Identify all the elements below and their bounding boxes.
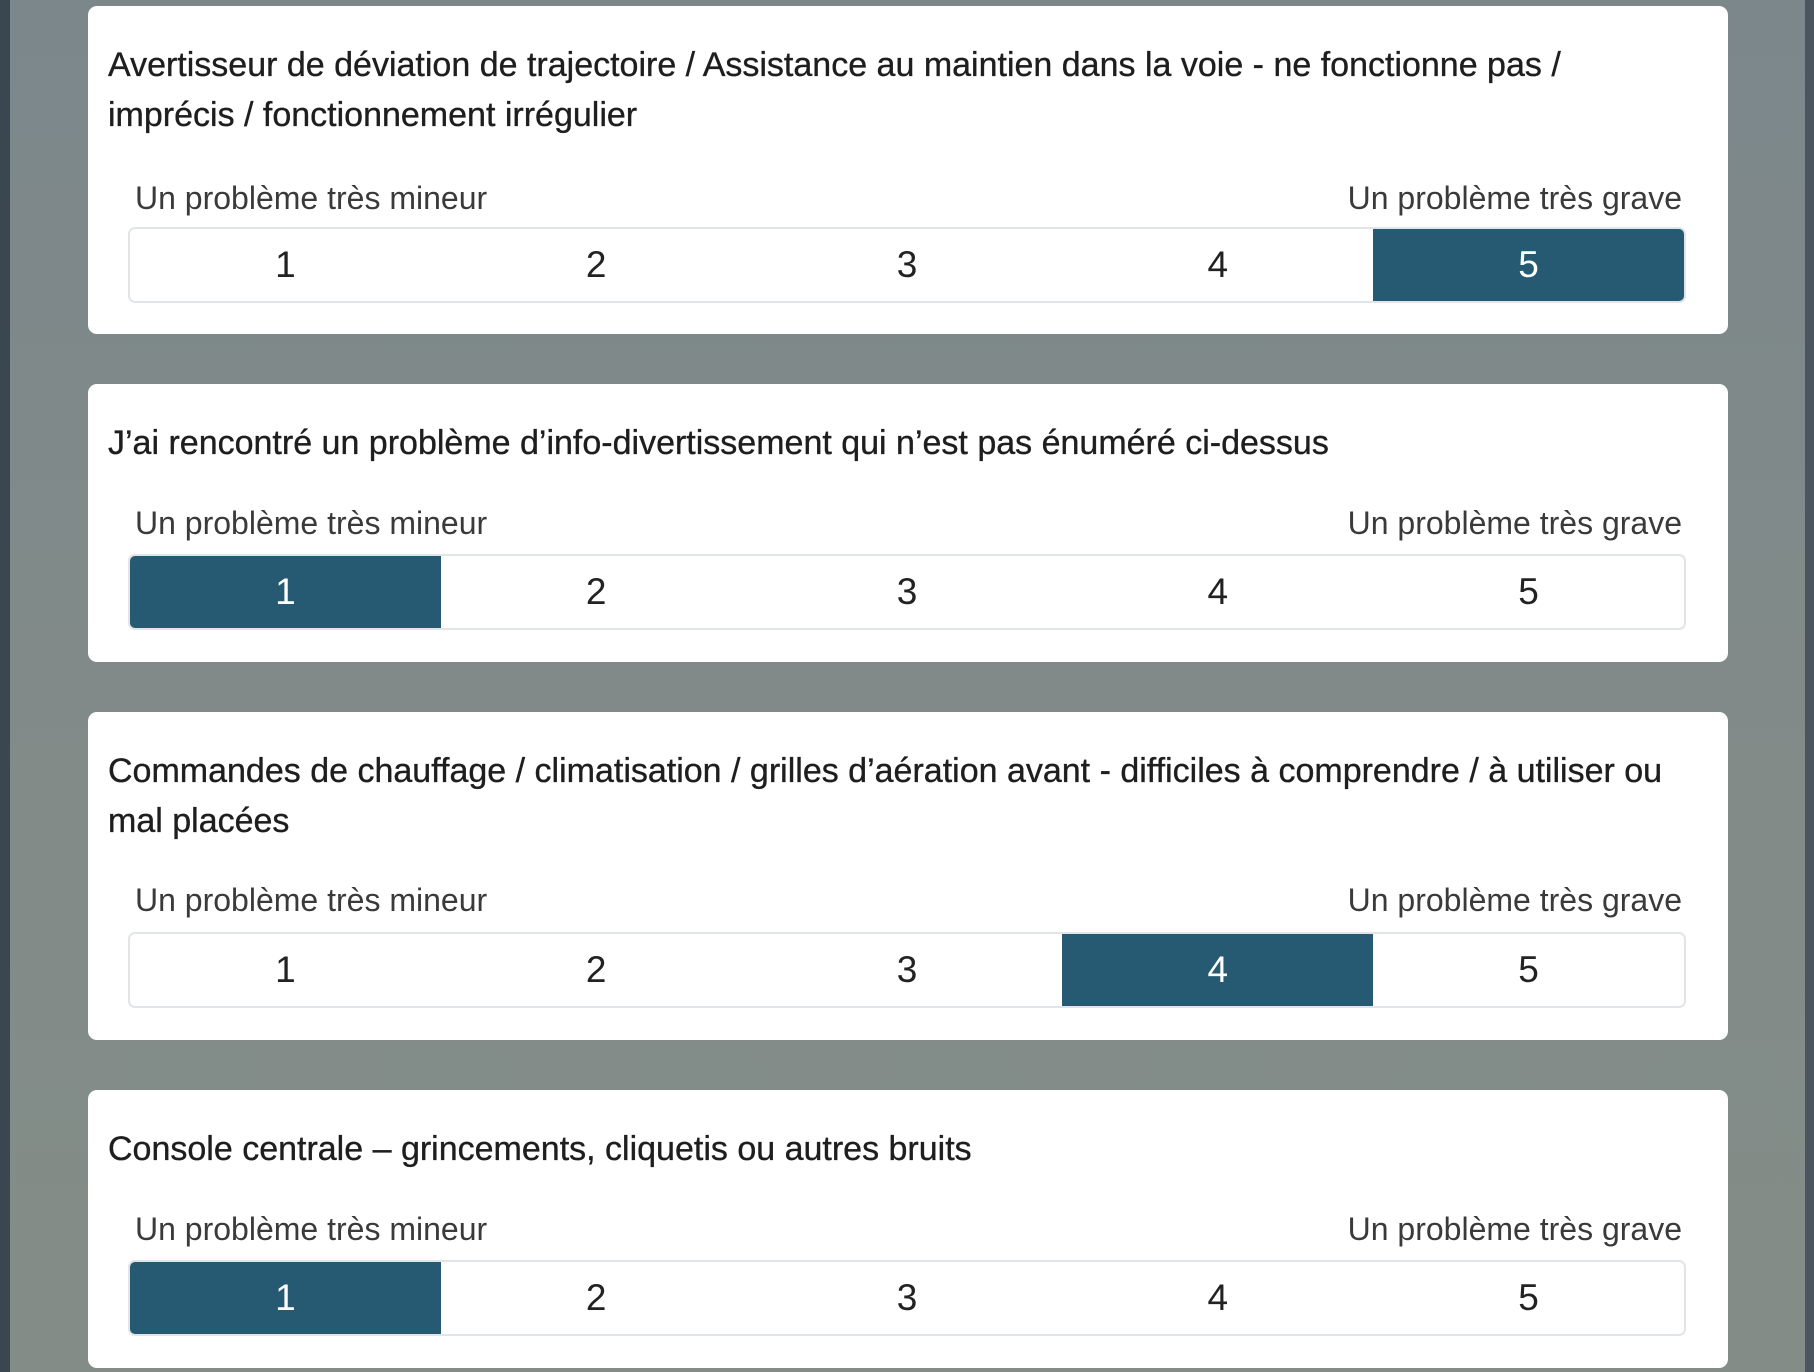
rating-scale xyxy=(128,1260,1686,1336)
question-card-2 xyxy=(88,384,1728,662)
question-card-1 xyxy=(88,6,1728,334)
scale-max-label: Un problème très grave xyxy=(1347,882,1682,918)
rating-option-2[interactable]: 2 xyxy=(585,949,607,990)
rating-option-4[interactable]: 4 xyxy=(1207,571,1229,612)
rating-option-1[interactable]: 1 xyxy=(130,1262,441,1334)
rating-option-3[interactable]: 3 xyxy=(896,949,918,990)
rating-option-3[interactable]: 3 xyxy=(896,244,918,285)
rating-option-5[interactable]: 5 xyxy=(1518,949,1539,990)
scale-min-label: Un problème très mineur xyxy=(135,882,488,918)
question-text: Avertisseur de déviation de trajectoire / Assistance au maintien dans la voie - ne fonctionne pas / imprécis / fonctionnement irrégulier xyxy=(108,46,1561,134)
rating-scale xyxy=(128,932,1686,1008)
question-text: Console centrale – grincements, cliquetis ou autres bruits xyxy=(108,1130,972,1168)
question-text: Commandes de chauffage / climatisation / grilles d’aération avant - difficiles à comprendre / à utiliser ou mal placées xyxy=(108,752,1663,840)
rating-option-2[interactable]: 2 xyxy=(585,244,607,285)
rating-option-2[interactable]: 2 xyxy=(585,571,607,612)
rating-scale xyxy=(128,227,1686,303)
rating-option-5[interactable]: 5 xyxy=(1518,571,1539,612)
question-text: J’ai rencontré un problème d’info-divertissement qui n’est pas énuméré ci-dessus xyxy=(108,424,1329,462)
scale-max-label: Un problème très grave xyxy=(1347,1211,1682,1247)
scale-max-label: Un problème très grave xyxy=(1347,180,1682,216)
question-card-3 xyxy=(88,712,1728,1040)
window-edge-left xyxy=(0,0,10,1372)
scale-max-label: Un problème très grave xyxy=(1347,505,1682,541)
rating-option-4[interactable]: 4 xyxy=(1062,934,1373,1006)
question-card-4 xyxy=(88,1090,1728,1368)
rating-option-4[interactable]: 4 xyxy=(1207,1277,1229,1318)
rating-option-5[interactable]: 5 xyxy=(1518,1277,1539,1318)
rating-option-2[interactable]: 2 xyxy=(585,1277,607,1318)
rating-scale xyxy=(128,554,1686,630)
window-edge-right xyxy=(1805,0,1814,1372)
rating-option-4[interactable]: 4 xyxy=(1207,244,1229,285)
rating-option-3[interactable]: 3 xyxy=(896,1277,918,1318)
rating-option-1[interactable]: 1 xyxy=(275,949,296,990)
rating-option-3[interactable]: 3 xyxy=(896,571,918,612)
rating-option-5[interactable]: 5 xyxy=(1373,229,1684,301)
rating-option-1[interactable]: 1 xyxy=(275,244,296,285)
scale-min-label: Un problème très mineur xyxy=(135,505,488,541)
scale-min-label: Un problème très mineur xyxy=(135,1211,488,1247)
rating-option-1[interactable]: 1 xyxy=(130,556,441,628)
scale-min-label: Un problème très mineur xyxy=(135,180,488,216)
